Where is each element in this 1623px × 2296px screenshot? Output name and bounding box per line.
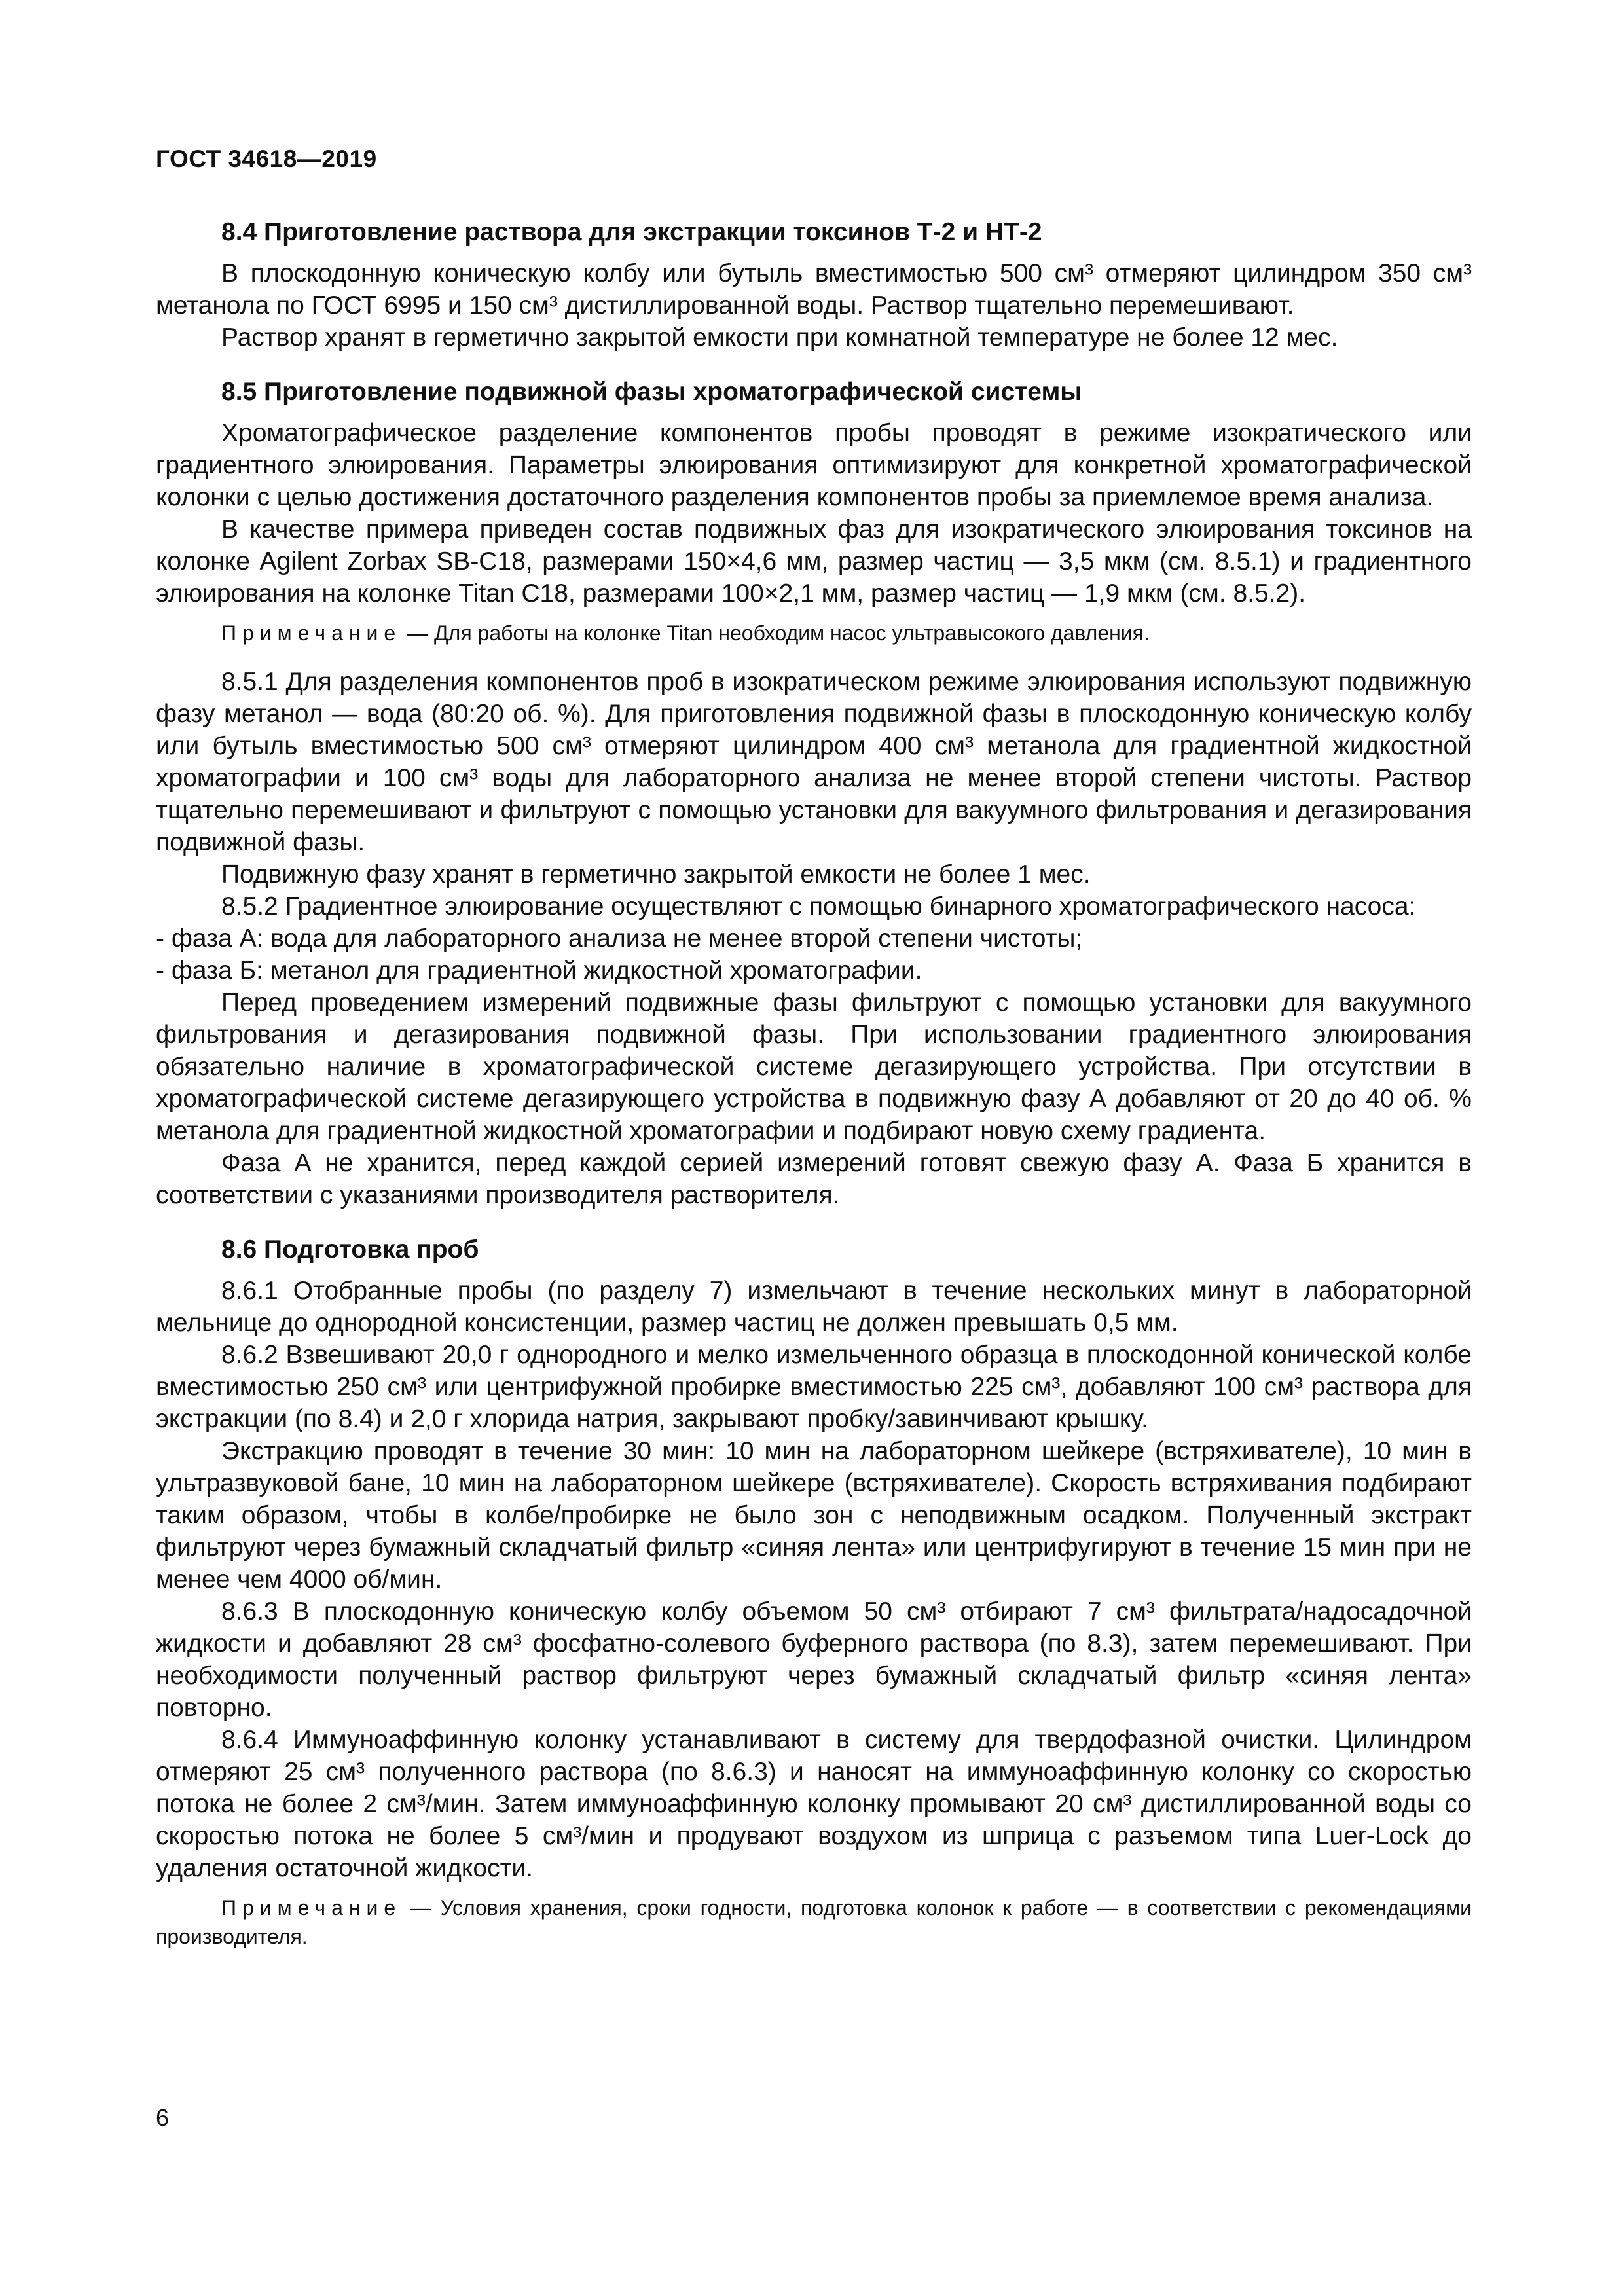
paragraph: В качестве примера приведен состав подвижных фаз для изократического элюирования токсинов на колонке Agilent Zorbax SB-C18, размерами 150×4,6 мм, размер частиц — 3,5 мкм (см. 8.5.1) и градиентного элюирования на колонке Titan C18, размерами 100×2,1 мм, размер частиц — 1,9 мкм (см. 8.5.2).	[156, 515, 1472, 608]
paragraph: 8.6.3 В плоскодонную коническую колбу объемом 50 см³ отбирают 7 см³ фильтрата/надосадочной жидкости и добавляют 28 см³ фосфатно-солевого буферного раствора (по 8.3), затем перемешивают. При необходимости полученный раствор фильтруют через бумажный складчатый фильтр «синяя лента» повторно.	[156, 1597, 1472, 1722]
paragraph: 8.6.2 Взвешивают 20,0 г однородного и мелко измельченного образца в плоскодонной конической колбе вместимостью 250 см³ или центрифужной пробирке вместимостью 225 см³, добавляют 100 см³ раствора для экстракции (по 8.4) и 2,0 г хлорида натрия, закрывают пробку/завинчивают крышку.	[156, 1341, 1472, 1433]
paragraph: Перед проведением измерений подвижные фазы фильтруют с помощью установки для вакуумного фильтрования и дегазирования подвижной фазы. При использовании градиентного элюирования обязательно наличие в хроматографической системе дегазирующего устройства. При отсутствии в хроматографической системе дегазирующего устройства в подвижную фазу А добавляют от 20 до 40 об. % метанола для градиентной жидкостной хроматографии и подбирают новую схему градиента.	[156, 989, 1472, 1145]
note	[156, 619, 1472, 647]
section-8-4	[156, 216, 1472, 354]
paragraph: Фаза А не хранится, перед каждой серией измерений готовят свежую фазу А. Фаза Б хранится в соответствии с указаниями производителя растворителя.	[156, 1149, 1472, 1209]
section-title-8-6: 8.6 Подготовка проб	[221, 1235, 479, 1264]
phase-list	[156, 922, 1472, 987]
paragraph: 8.6.4 Иммуноаффинную колонку устанавливают в систему для твердофазной очистки. Цилиндром отмеряют 25 см³ полученного раствора (по 8.6.3) и наносят на иммуноаффинную колонку со скоростью потока не более 2 см³/мин. Затем иммуноаффинную колонку промывают 20 см³ дистиллированной воды со скоростью потока не более 5 см³/мин и продувают воздухом из шприца с разъемом типа Luer-Lock до удаления остаточной жидкости.	[156, 1726, 1472, 1882]
paragraph: 8.5.1 Для разделения компонентов проб в изократическом режиме элюирования используют подвижную фазу метанол — вода (80:20 об. %). Для приготовления подвижной фазы в плоскодонную коническую колбу или бутыль вместимостью 500 см³ отмеряют цилиндром 400 см³ метанола для градиентной жидкостной хроматографии и 100 см³ воды для лабораторного анализа не менее второй степени чистоты. Раствор тщательно перемешивают и фильтруют с помощью установки для вакуумного фильтрования и дегазирования подвижной фазы.	[156, 668, 1472, 856]
paragraph: Хроматографическое разделение компонентов пробы проводят в режиме изократического или градиентного элюирования. Параметры элюирования оптимизируют для конкретной хроматографической колонки с целью достижения достаточного разделения компонентов пробы за приемлемое время анализа.	[156, 419, 1472, 511]
document-header: ГОСТ 34618—2019	[156, 145, 377, 172]
paragraph: Экстракцию проводят в течение 30 мин: 10 мин на лабораторном шейкере (встряхивателе), 10 мин в ультразвуковой бане, 10 мин на лабораторном шейкере (встряхивателе). Скорость встряхивания подбирают таким образом, чтобы в колбе/пробирке не было зон с неподвижным осадком. Полученный экстракт фильтруют через бумажный складчатый фильтр «синяя лента» или центрифугируют в течение 15 мин при не менее чем 4000 об/мин.	[156, 1437, 1472, 1594]
note-text: — Условия хранения, сроки годности, подготовка колонок к работе — в соответствии с рекомендациями производителя.	[156, 1896, 1472, 1948]
paragraph: В плоскодонную коническую колбу или бутыль вместимостью 500 см³ отмеряют цилиндром 350 см³ метанола по ГОСТ 6995 и 150 см³ дистиллированной воды. Раствор тщательно перемешивают.	[156, 259, 1472, 319]
page-content	[156, 216, 1472, 1973]
paragraph: 8.5.2 Градиентное элюирование осуществляют с помощью бинарного хроматографического насоса:	[221, 892, 1416, 920]
note-text: — Для работы на колонке Titan необходим насос ультравысокого давления.	[401, 621, 1150, 645]
note	[156, 1893, 1472, 1951]
paragraph: Подвижную фазу хранят в герметично закрытой емкости не более 1 мес.	[221, 860, 1091, 888]
section-title-8-5: 8.5 Приготовление подвижной фазы хроматографической системы	[221, 378, 1082, 406]
page-number: 6	[156, 2104, 170, 2131]
section-8-5	[156, 376, 1472, 1211]
list-item: - фаза Б: метанол для градиентной жидкостной хроматографии.	[156, 957, 922, 985]
section-8-6	[156, 1233, 1472, 1951]
paragraph: 8.6.1 Отобранные пробы (по разделу 7) измельчают в течение нескольких минут в лабораторной мельнице до однородной консистенции, размер частиц не должен превышать 0,5 мм.	[156, 1277, 1472, 1337]
note-label: Примечание	[221, 1896, 402, 1920]
list-item: - фаза А: вода для лабораторного анализа не менее второй степени чистоты;	[156, 924, 1083, 953]
note-label: Примечание	[221, 621, 402, 645]
section-title-8-4: 8.4 Приготовление раствора для экстракции токсинов Т-2 и НТ-2	[221, 218, 1042, 246]
paragraph: Раствор хранят в герметично закрытой емкости при комнатной температуре не более 12 мес.	[221, 323, 1338, 352]
